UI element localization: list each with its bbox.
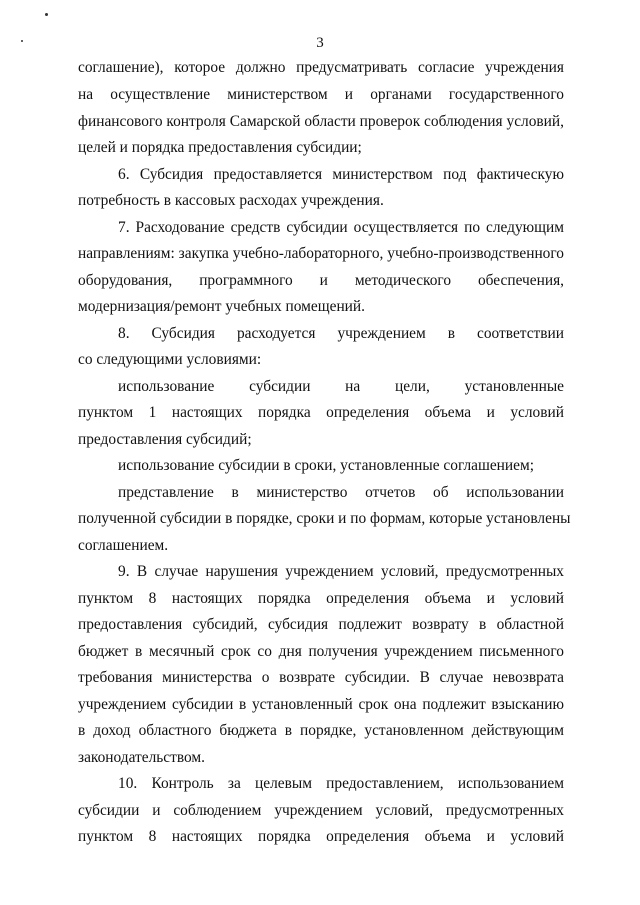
text-line: требования министерства о возврате субсидии. В случае невозврата [78, 669, 564, 686]
text-line: соглашение), которое должно предусматривать согласие учреждения [78, 59, 564, 76]
text-line: субсидии и соблюдением учреждением условий, предусмотренных [78, 802, 564, 819]
text-line: учреждением субсидии в установленный срок она подлежит взысканию [78, 696, 564, 713]
text-line: 8. Субсидия расходуется учреждением в соответствии [118, 325, 564, 342]
text-line: в доход областного бюджета в порядке, установленном действующим [78, 722, 564, 739]
text-line: пунктом 8 настоящих порядка определения объема и условий [78, 828, 564, 845]
text-line: использование субсидии на цели, установленные [118, 378, 564, 395]
text-line: на осуществление министерством и органами государственного [78, 86, 564, 103]
text-line: оборудования, программного и методического обеспечения, [78, 272, 564, 289]
text-line: со следующими условиями: [78, 351, 262, 368]
text-line: использование субсидии в сроки, установленные соглашением; [118, 457, 534, 474]
text-line: предоставления субсидий; [78, 431, 252, 448]
text-line: пунктом 8 настоящих порядка определения объема и условий [78, 590, 564, 607]
text-line: соглашением. [78, 537, 169, 554]
text-line: 6. Субсидия предоставляется министерством под фактическую [118, 166, 564, 183]
text-line: 10. Контроль за целевым предоставлением, использованием [118, 775, 564, 792]
text-line: полученной субсидии в порядке, сроки и по формам, которые установлены [78, 510, 571, 527]
text-line: предоставления субсидий, субсидия подлежит возврату в областной [78, 616, 564, 633]
text-line: потребность в кассовых расходах учреждения. [78, 192, 384, 209]
text-line: пунктом 1 настоящих порядка определения объема и условий [78, 404, 564, 421]
scan-speck [45, 13, 48, 16]
text-line: целей и порядка предоставления субсидии; [78, 139, 362, 156]
text-line: 7. Расходование средств субсидии осуществляется по следующим [118, 219, 564, 236]
text-line: модернизация/ремонт учебных помещений. [78, 298, 365, 315]
text-line: финансового контроля Самарской области проверок соблюдения условий, [78, 113, 564, 130]
page-number: 3 [316, 35, 324, 51]
text-line: бюджет в месячный срок со дня получения учреждением письменного [78, 643, 564, 660]
text-line: законодательством. [78, 749, 206, 766]
text-line: представление в министерство отчетов об использовании [118, 484, 564, 501]
text-line: 9. В случае нарушения учреждением условий, предусмотренных [118, 563, 564, 580]
text-line: направлениям: закупка учебно-лабораторного, учебно-производственного [78, 245, 564, 262]
